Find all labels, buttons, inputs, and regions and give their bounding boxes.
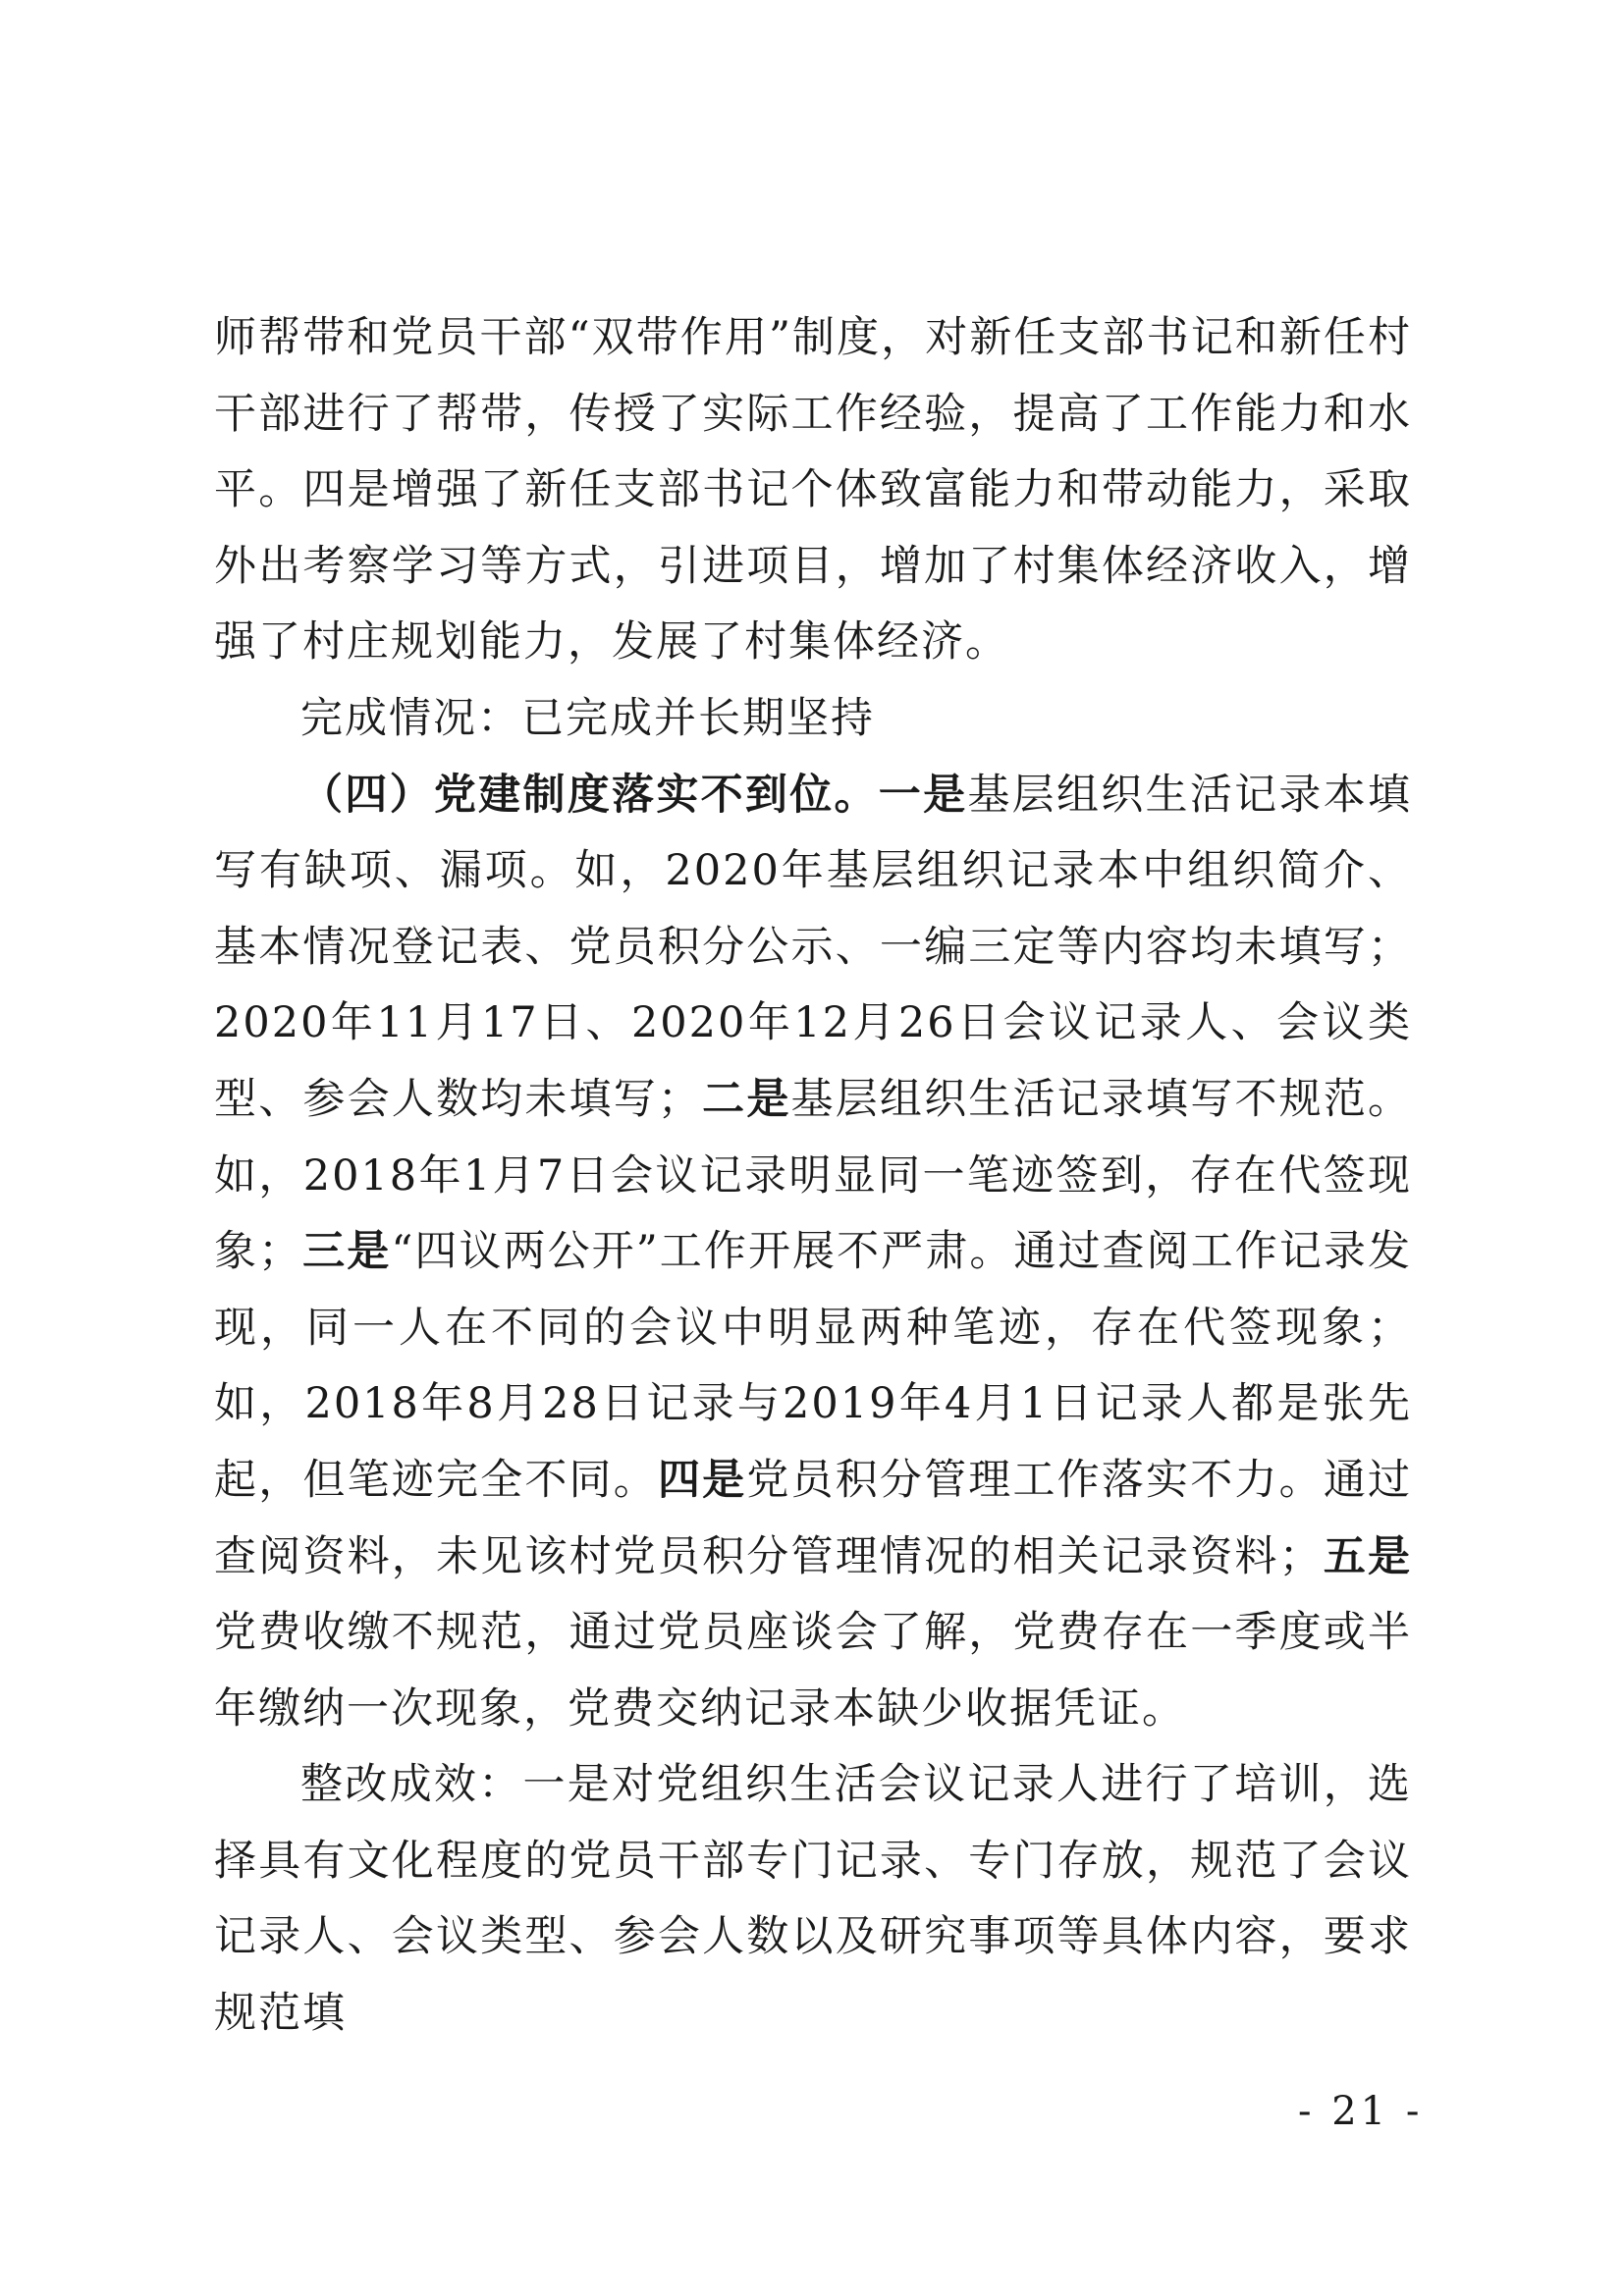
text-run: “四议两公开”工作开展不严肃。通过查阅工作记录发现，同一人在不同的会议中明显两种笔迹，存在代签现象；如，2018年8月28日记录与2019年4月1日记录人都是张先起，但笔迹完全不同。: [214, 1227, 1413, 1505]
text-run: 基层组织生活记录填写不规范。如，2018年1月7日会议记录明显同一笔迹签到，存在代签现象；: [214, 1074, 1413, 1277]
text-run: 完成情况：已完成并长期坚持: [300, 693, 875, 743]
text-run: 党费收缴不规范，通过党员座谈会了解，党费存在一季度或半年缴纳一次现象，党费交纳记录本缺少收据凭证。: [214, 1608, 1412, 1734]
text-run: 整改成效：一是对党组织生活会议记录人进行了培训，选择具有文化程度的党员干部专门记录、专门存放，规范了会议记录人、会议类型、参会人数以及研究事项等具体内容，要求规范填: [214, 1760, 1412, 2039]
paragraph: [214, 1747, 1412, 2052]
paragraph: [214, 300, 1412, 681]
paragraph: [214, 758, 1412, 1748]
bold-text-run: （四）党建制度落实不到位。一是: [300, 770, 968, 820]
bold-text-run: 二是: [701, 1074, 791, 1124]
text-run: 师帮带和党员干部“双带作用”制度，对新任支部书记和新任村干部进行了帮带，传授了实际工作经验，提高了工作能力和水平。四是增强了新任支部书记个体致富能力和带动能力，采取外出考察学习等方式，引进项目，增加了村集体经济收入，增强了村庄规划能力，发展了村集体经济。: [214, 313, 1412, 667]
text-run: 基层组织生活记录本填写有缺项、漏项。如，2020年基层组织记录本中组织简介、基本情况登记表、党员积分公示、一编三定等内容均未填写；2020年11月17日、2020年12月26日会议记录人、会议类型、参会人数均未填写；: [214, 770, 1412, 1124]
bold-text-run: 四是: [657, 1455, 747, 1505]
body-text: [214, 300, 1412, 2053]
paragraph: [214, 681, 1412, 758]
bold-text-run: 五是: [1323, 1531, 1413, 1581]
bold-text-run: 三是: [302, 1227, 392, 1277]
text-run: 党员积分管理工作落实不力。通过查阅资料，未见该村党员积分管理情况的相关记录资料；: [214, 1455, 1413, 1581]
page-number: - 21 -: [1298, 2089, 1424, 2134]
